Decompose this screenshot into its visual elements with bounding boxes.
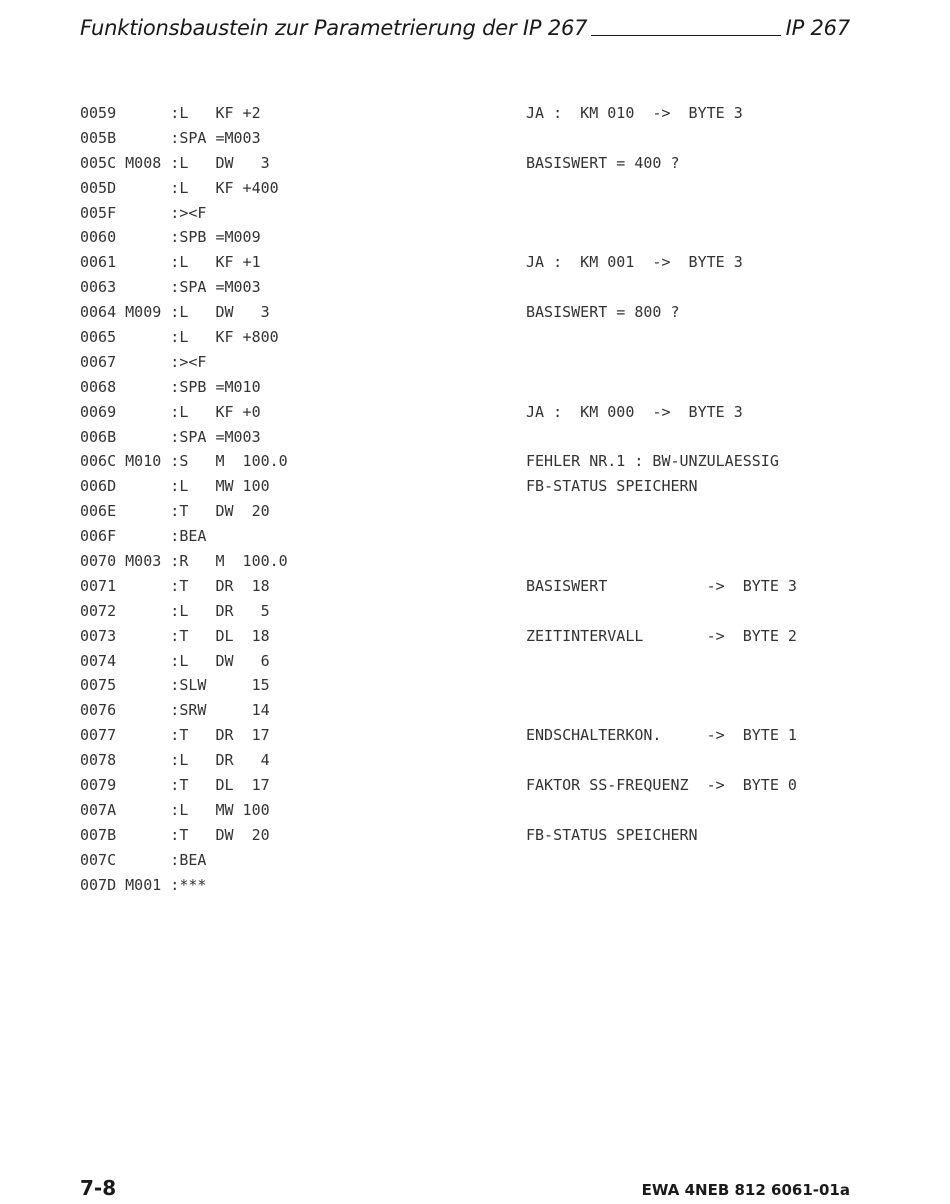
- code-comment: BASISWERT -> BYTE 3: [526, 576, 797, 595]
- code-line: [80, 798, 797, 823]
- code-line: [80, 748, 797, 773]
- code-line: [80, 425, 797, 450]
- code-line: [80, 449, 797, 474]
- code-statement: 0068 :SPB =M010: [80, 377, 261, 396]
- code-statement: 0071 :T DR 18: [80, 576, 270, 595]
- code-line: [80, 549, 797, 574]
- code-line: [80, 400, 797, 425]
- code-line: [80, 723, 797, 748]
- code-statement: 0076 :SRW 14: [80, 701, 270, 720]
- code-statement: 005D :L KF +400: [80, 178, 279, 197]
- code-line: [80, 474, 797, 499]
- code-statement: 0059 :L KF +2: [80, 104, 261, 122]
- code-line: [80, 275, 797, 300]
- code-statement: 0079 :T DL 17: [80, 776, 270, 795]
- code-statement: 0061 :L KF +1: [80, 253, 261, 272]
- code-line: [80, 325, 797, 350]
- code-statement: 005B :SPA =M003: [80, 128, 261, 147]
- code-line: [80, 201, 797, 226]
- code-statement: 0077 :T DR 17: [80, 726, 270, 745]
- code-comment: JA : KM 001 -> BYTE 3: [526, 253, 743, 272]
- code-statement: 005C M008 :L DW 3: [80, 153, 270, 172]
- code-line: [80, 848, 797, 873]
- code-line: [80, 350, 797, 375]
- code-statement: 0078 :L DR 4: [80, 751, 270, 770]
- page-number: 7-8: [80, 1176, 117, 1200]
- code-statement: 0067 :><F: [80, 352, 207, 371]
- code-line: [80, 250, 797, 275]
- code-comment: JA : KM 000 -> BYTE 3: [526, 402, 743, 421]
- code-line: [80, 599, 797, 624]
- code-line: [80, 574, 797, 599]
- code-statement: 006B :SPA =M003: [80, 427, 261, 446]
- code-statement: 007A :L MW 100: [80, 800, 270, 819]
- code-statement: 005F :><F: [80, 203, 207, 222]
- code-statement: 0074 :L DW 6: [80, 651, 270, 670]
- code-statement: 007B :T DW 20: [80, 825, 270, 844]
- code-line: [80, 101, 797, 126]
- header-title: Funktionsbaustein zur Parametrierung der IP 267: [80, 16, 588, 40]
- code-comment: ENDSCHALTERKON. -> BYTE 1: [526, 726, 797, 745]
- code-line: [80, 151, 797, 176]
- code-statement: 007C :BEA: [80, 850, 207, 869]
- header-product: IP 267: [785, 16, 850, 40]
- code-comment: JA : KM 010 -> BYTE 3: [526, 104, 743, 122]
- code-line: [80, 698, 797, 723]
- code-comment: FEHLER NR.1 : BW-UNZULAESSIG: [526, 452, 779, 471]
- code-line: [80, 499, 797, 524]
- code-comment: FB-STATUS SPEICHERN: [526, 477, 698, 496]
- code-statement: 0072 :L DR 5: [80, 601, 270, 620]
- code-statement: 0060 :SPB =M009: [80, 228, 261, 247]
- code-statement: 006F :BEA: [80, 527, 207, 546]
- code-line: [80, 176, 797, 201]
- code-comment: BASISWERT = 400 ?: [526, 153, 680, 172]
- code-statement: 006C M010 :S M 100.0: [80, 452, 288, 471]
- code-line: [80, 126, 797, 151]
- code-statement: 0075 :SLW 15: [80, 676, 270, 695]
- code-comment: FAKTOR SS-FREQUENZ -> BYTE 0: [526, 776, 797, 795]
- code-line: [80, 673, 797, 698]
- code-statement: 0063 :SPA =M003: [80, 278, 261, 297]
- code-line: [80, 873, 797, 898]
- code-statement: 0069 :L KF +0: [80, 402, 261, 421]
- code-line: [80, 823, 797, 848]
- code-line: [80, 300, 797, 325]
- code-comment: ZEITINTERVALL -> BYTE 2: [526, 626, 797, 645]
- code-line: [80, 524, 797, 549]
- code-statement: 0073 :T DL 18: [80, 626, 270, 645]
- code-statement: 0065 :L KF +800: [80, 328, 279, 347]
- code-line: [80, 225, 797, 250]
- code-statement: 007D M001 :***: [80, 875, 207, 894]
- header-rule: [591, 35, 780, 36]
- code-statement: 0064 M009 :L DW 3: [80, 303, 270, 322]
- code-statement: 006D :L MW 100: [80, 477, 270, 496]
- code-line: [80, 624, 797, 649]
- page-header: [80, 10, 850, 40]
- code-statement: 006E :T DW 20: [80, 502, 270, 521]
- code-line: [80, 773, 797, 798]
- code-line: [80, 375, 797, 400]
- code-comment: BASISWERT = 800 ?: [526, 303, 680, 322]
- code-listing: [80, 101, 797, 898]
- code-line: [80, 649, 797, 674]
- code-statement: 0070 M003 :R M 100.0: [80, 552, 288, 571]
- code-comment: FB-STATUS SPEICHERN: [526, 825, 698, 844]
- document-number: EWA 4NEB 812 6061-01a: [641, 1181, 850, 1199]
